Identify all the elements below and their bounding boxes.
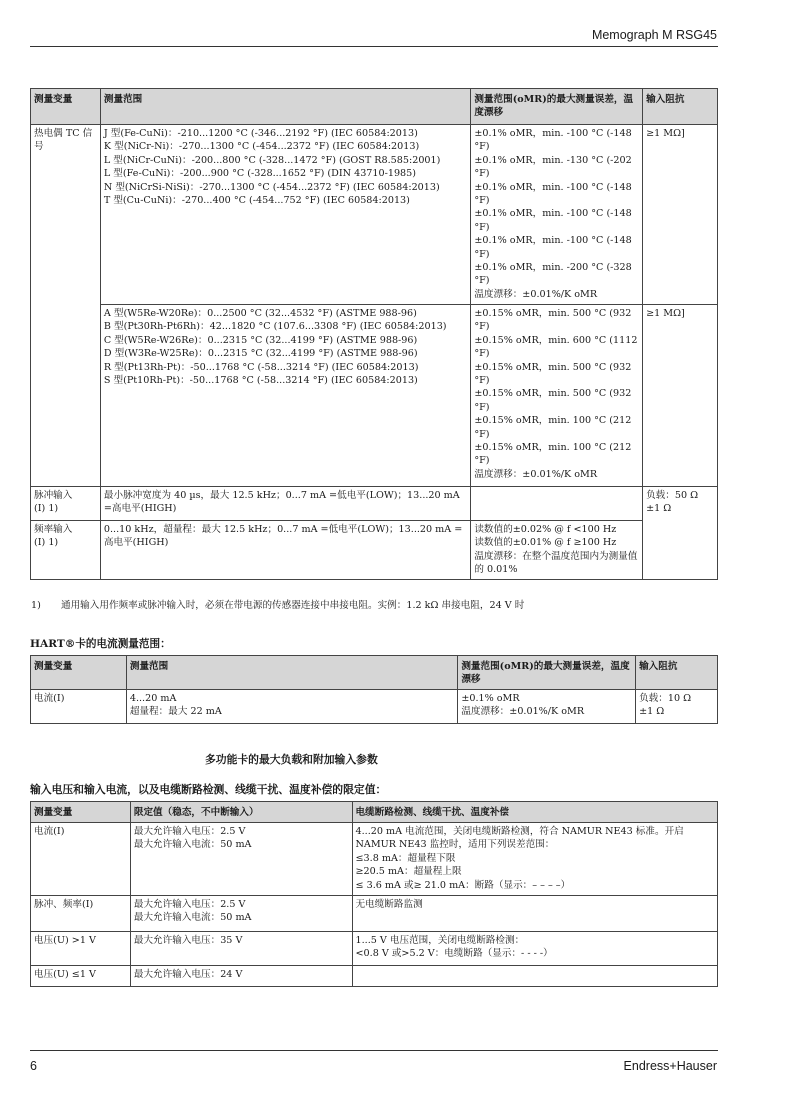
limit-line: 最大允许输入电流：50 mA: [133, 839, 252, 851]
brand-name: Endress+Hauser: [623, 1059, 717, 1073]
hart-col-range: 测量范围: [126, 656, 457, 690]
limit-line: 最大允许输入电压：2.5 V: [133, 899, 246, 910]
hart-range-line: 4...20 mA: [129, 693, 177, 704]
limits-row-detection: [352, 932, 717, 966]
tc1-range-line: T 型(Cu-CuNi)：-270...400 °C (-454...752 °F) (IEC 60584:2013): [103, 195, 410, 207]
header-rule: [30, 46, 718, 47]
limits-row-limits: [130, 932, 352, 966]
hart-impedance: [636, 690, 718, 724]
tc1-ranges: [100, 125, 470, 305]
tc2-range-line: B 型(Pt30Rh-Pt6Rh)：42...1820 °C (107.6...3308 °F) (IEC 60584:2013): [103, 321, 447, 333]
hart-error-line: ±0.1% oMR: [461, 693, 520, 704]
detection-line: 4...20 mA 电流范围，关闭电缆断路检测，符合 NAMUR NE43 标准。开启 NAMUR NE43 监控时，适用下列误差范围：: [355, 826, 684, 851]
limits-row-label: 电压(U) >1 V: [31, 932, 131, 966]
tc1-error-line: ±0.1% oMR，min. -100 °C (-148 °F): [474, 181, 632, 207]
tc1-range-line: N 型(NiCrSi-NiSi)：-270...1300 °C (-454...2372 °F) (IEC 60584:2013): [103, 181, 440, 193]
tc1-drift-line: 温度漂移：±0.01%/K oMR: [474, 288, 598, 300]
hart-impedance-line: 负载：10 Ω: [639, 693, 692, 704]
detection-line: ≤ 3.6 mA 或≥ 21.0 mA：断路（显示：– – – –）: [355, 879, 571, 891]
limits-col-variable: 测量变量: [31, 802, 131, 823]
tc2-error-line: ±0.15% oMR，min. 100 °C (212 °F): [474, 442, 632, 467]
freq-errors: [471, 521, 643, 580]
tc2-error-line: ±0.15% oMR，min. 500 °C (932 °F): [474, 361, 632, 387]
tc1-error-line: ±0.1% oMR，min. -130 °C (-202 °F): [474, 154, 632, 180]
impedance-tolerance: ±1 Ω: [646, 503, 672, 515]
pulse-label-cell: [31, 487, 101, 521]
hart-range-line: 超量程：最大 22 mA: [129, 706, 222, 718]
limits-col-limits: 限定值（稳态，不中断输入）: [130, 802, 352, 823]
col-header-impedance: 输入阻抗: [643, 89, 718, 125]
freq-error-line: 读数值的±0.02% @ f <100 Hz: [474, 524, 617, 535]
limits-row-detection: [352, 896, 717, 932]
freq-sub: (I) 1): [34, 537, 59, 549]
limit-line: 最大允许输入电压：24 V: [133, 969, 243, 980]
hart-section-title: HART®卡的电流测量范围：: [30, 638, 171, 650]
tc2-impedance: ≥1 MΩ]: [643, 305, 718, 487]
col-header-error: 测量范围(oMR)的最大测量误差，温度漂移: [471, 89, 643, 125]
tc2-error-line: ±0.15% oMR，min. 100 °C (212 °F): [474, 415, 632, 440]
hart-col-impedance: 输入阻抗: [636, 656, 718, 690]
footnote: [31, 597, 524, 611]
hart-col-error: 测量范围(oMR)的最大测量误差，温度漂移: [458, 656, 636, 690]
freq-error-line: 温度漂移：在整个温度范围内为测量值的 0.01%: [474, 550, 638, 576]
limits-row-detection: [352, 823, 717, 896]
col-header-variable: 测量变量: [31, 89, 101, 125]
tc2-range-line: R 型(Pt13Rh-Pt)：-50...1768 °C (-58...3214 °F) (IEC 60584:2013): [103, 361, 419, 373]
detection-line: <0.8 V 或>5.2 V：电缆断路（显示：- - - -）: [355, 948, 553, 960]
detection-line: ≤3.8 mA：超量程下限: [355, 852, 456, 864]
impedance-load: 负载：50 Ω: [646, 490, 699, 501]
freq-range: 0...10 kHz，超量程：最大 12.5 kHz；0...7 mA =低电平(LOW)；13...20 mA =高电平(HIGH): [100, 521, 470, 580]
tc2-range-line: C 型(W5Re-W26Re)：0...2315 °C (32...4199 °F) (ASTME 988-96): [103, 334, 418, 346]
hart-range: [126, 690, 457, 724]
hart-error: [458, 690, 636, 724]
limits-col-detection: 电缆断路检测、线缆干扰、温度补偿: [352, 802, 717, 823]
limits-row-label: 电流(I): [31, 823, 131, 896]
limits-row-limits: [130, 896, 352, 932]
tc1-range-line: K 型(NiCr-Ni)：-270...1300 °C (-454...2372 °F) (IEC 60584:2013): [103, 141, 420, 153]
tc1-error-line: ±0.1% oMR，min. -100 °C (-148 °F): [474, 208, 632, 233]
pulse-label: 脉冲输入: [34, 490, 73, 501]
pulse-sub: (I) 1): [34, 503, 59, 515]
tc2-error-line: ±0.15% oMR，min. 500 °C (932 °F): [474, 308, 632, 333]
hart-row-label: 电流(I): [31, 690, 127, 724]
freq-label: 频率输入: [34, 524, 73, 535]
detection-line: 无电缆断路监测: [355, 899, 423, 910]
tc1-error-line: ±0.1% oMR，min. -100 °C (-148 °F): [474, 235, 632, 260]
tc2-errors: [471, 305, 643, 487]
pulse-freq-impedance: [643, 487, 718, 580]
pulse-range: 最小脉冲宽度为 40 µs，最大 12.5 kHz；0...7 mA =低电平(LOW)；13...20 mA =高电平(HIGH): [100, 487, 470, 521]
hart-error-line: 温度漂移：±0.01%/K oMR: [461, 706, 585, 718]
tc1-range-line: J 型(Fe-CuNi)：-210...1200 °C (-346...2192 °F) (IEC 60584:2013): [103, 128, 418, 139]
footer-rule: [30, 1050, 718, 1051]
tc2-range-line: D 型(W3Re-W25Re)：0...2315 °C (32...4199 °F) (ASTME 988-96): [103, 348, 418, 360]
limits-row-detection: [352, 966, 717, 987]
footnote-number: 1): [31, 600, 41, 611]
tc2-range-line: S 型(Pt10Rh-Pt)：-50...1768 °C (-58...3214 °F) (IEC 60584:2013): [103, 375, 418, 387]
tc2-error-line: ±0.15% oMR，min. 500 °C (932 °F): [474, 388, 632, 413]
freq-label-cell: [31, 521, 101, 580]
document-title: Memograph M RSG45: [591, 28, 717, 42]
tc1-errors: [471, 125, 643, 305]
limit-line: 最大允许输入电流：50 mA: [133, 912, 252, 924]
tc2-error-line: ±0.15% oMR，min. 600 °C (1112 °F): [474, 334, 638, 360]
tc2-range-line: A 型(W5Re-W20Re)：0...2500 °C (32...4532 °F) (ASTME 988-96): [103, 308, 417, 319]
freq-error-line: 读数值的±0.01% @ f ≥100 Hz: [474, 537, 617, 549]
limits-table: [30, 801, 718, 987]
tc1-range-line: L 型(NiCr-CuNi)：-200...800 °C (-328...1472 °F) (GOST R8.585:2001): [103, 154, 441, 166]
hart-impedance-line: ±1 Ω: [639, 706, 665, 718]
input-spec-table: [30, 88, 718, 580]
page-number: 6: [30, 1059, 37, 1073]
limits-title: 输入电压和输入电流，以及电缆断路检测、线缆干扰、温度补偿的限定值：: [30, 783, 387, 796]
tc1-error-line: ±0.1% oMR，min. -200 °C (-328 °F): [474, 262, 632, 287]
multifunction-title: 多功能卡的最大负载和附加输入参数: [205, 753, 378, 766]
footnote-text: 通用输入用作频率或脉冲输入时，必须在带电源的传感器连接中串接电阻。实例：1.2 kΩ 串接电阻，24 V 时: [61, 600, 525, 611]
tc-label: 热电偶 TC 信号: [31, 125, 101, 487]
limits-row-limits: [130, 966, 352, 987]
tc2-drift-line: 温度漂移：±0.01%/K oMR: [474, 468, 598, 480]
limits-row-limits: [130, 823, 352, 896]
tc1-error-line: ±0.1% oMR，min. -100 °C (-148 °F): [474, 128, 632, 153]
tc1-impedance: ≥1 MΩ]: [643, 125, 718, 305]
limit-line: 最大允许输入电压：2.5 V: [133, 826, 246, 837]
hart-col-variable: 测量变量: [31, 656, 127, 690]
detection-line: 1...5 V 电压范围，关闭电缆断路检测：: [355, 935, 525, 946]
detection-line: ≥20.5 mA：超量程上限: [355, 866, 462, 878]
pulse-error-empty: [471, 487, 643, 521]
tc1-range-line: L 型(Fe-CuNi)：-200...900 °C (-328...1652 °F) (DIN 43710-1985): [103, 168, 417, 180]
limit-line: 最大允许输入电压：35 V: [133, 935, 243, 946]
limits-row-label: 脉冲、频率(I): [31, 896, 131, 932]
limits-row-label: 电压(U) ≤1 V: [31, 966, 131, 987]
tc2-ranges: [100, 305, 470, 487]
hart-table: [30, 655, 718, 724]
col-header-range: 测量范围: [100, 89, 470, 125]
